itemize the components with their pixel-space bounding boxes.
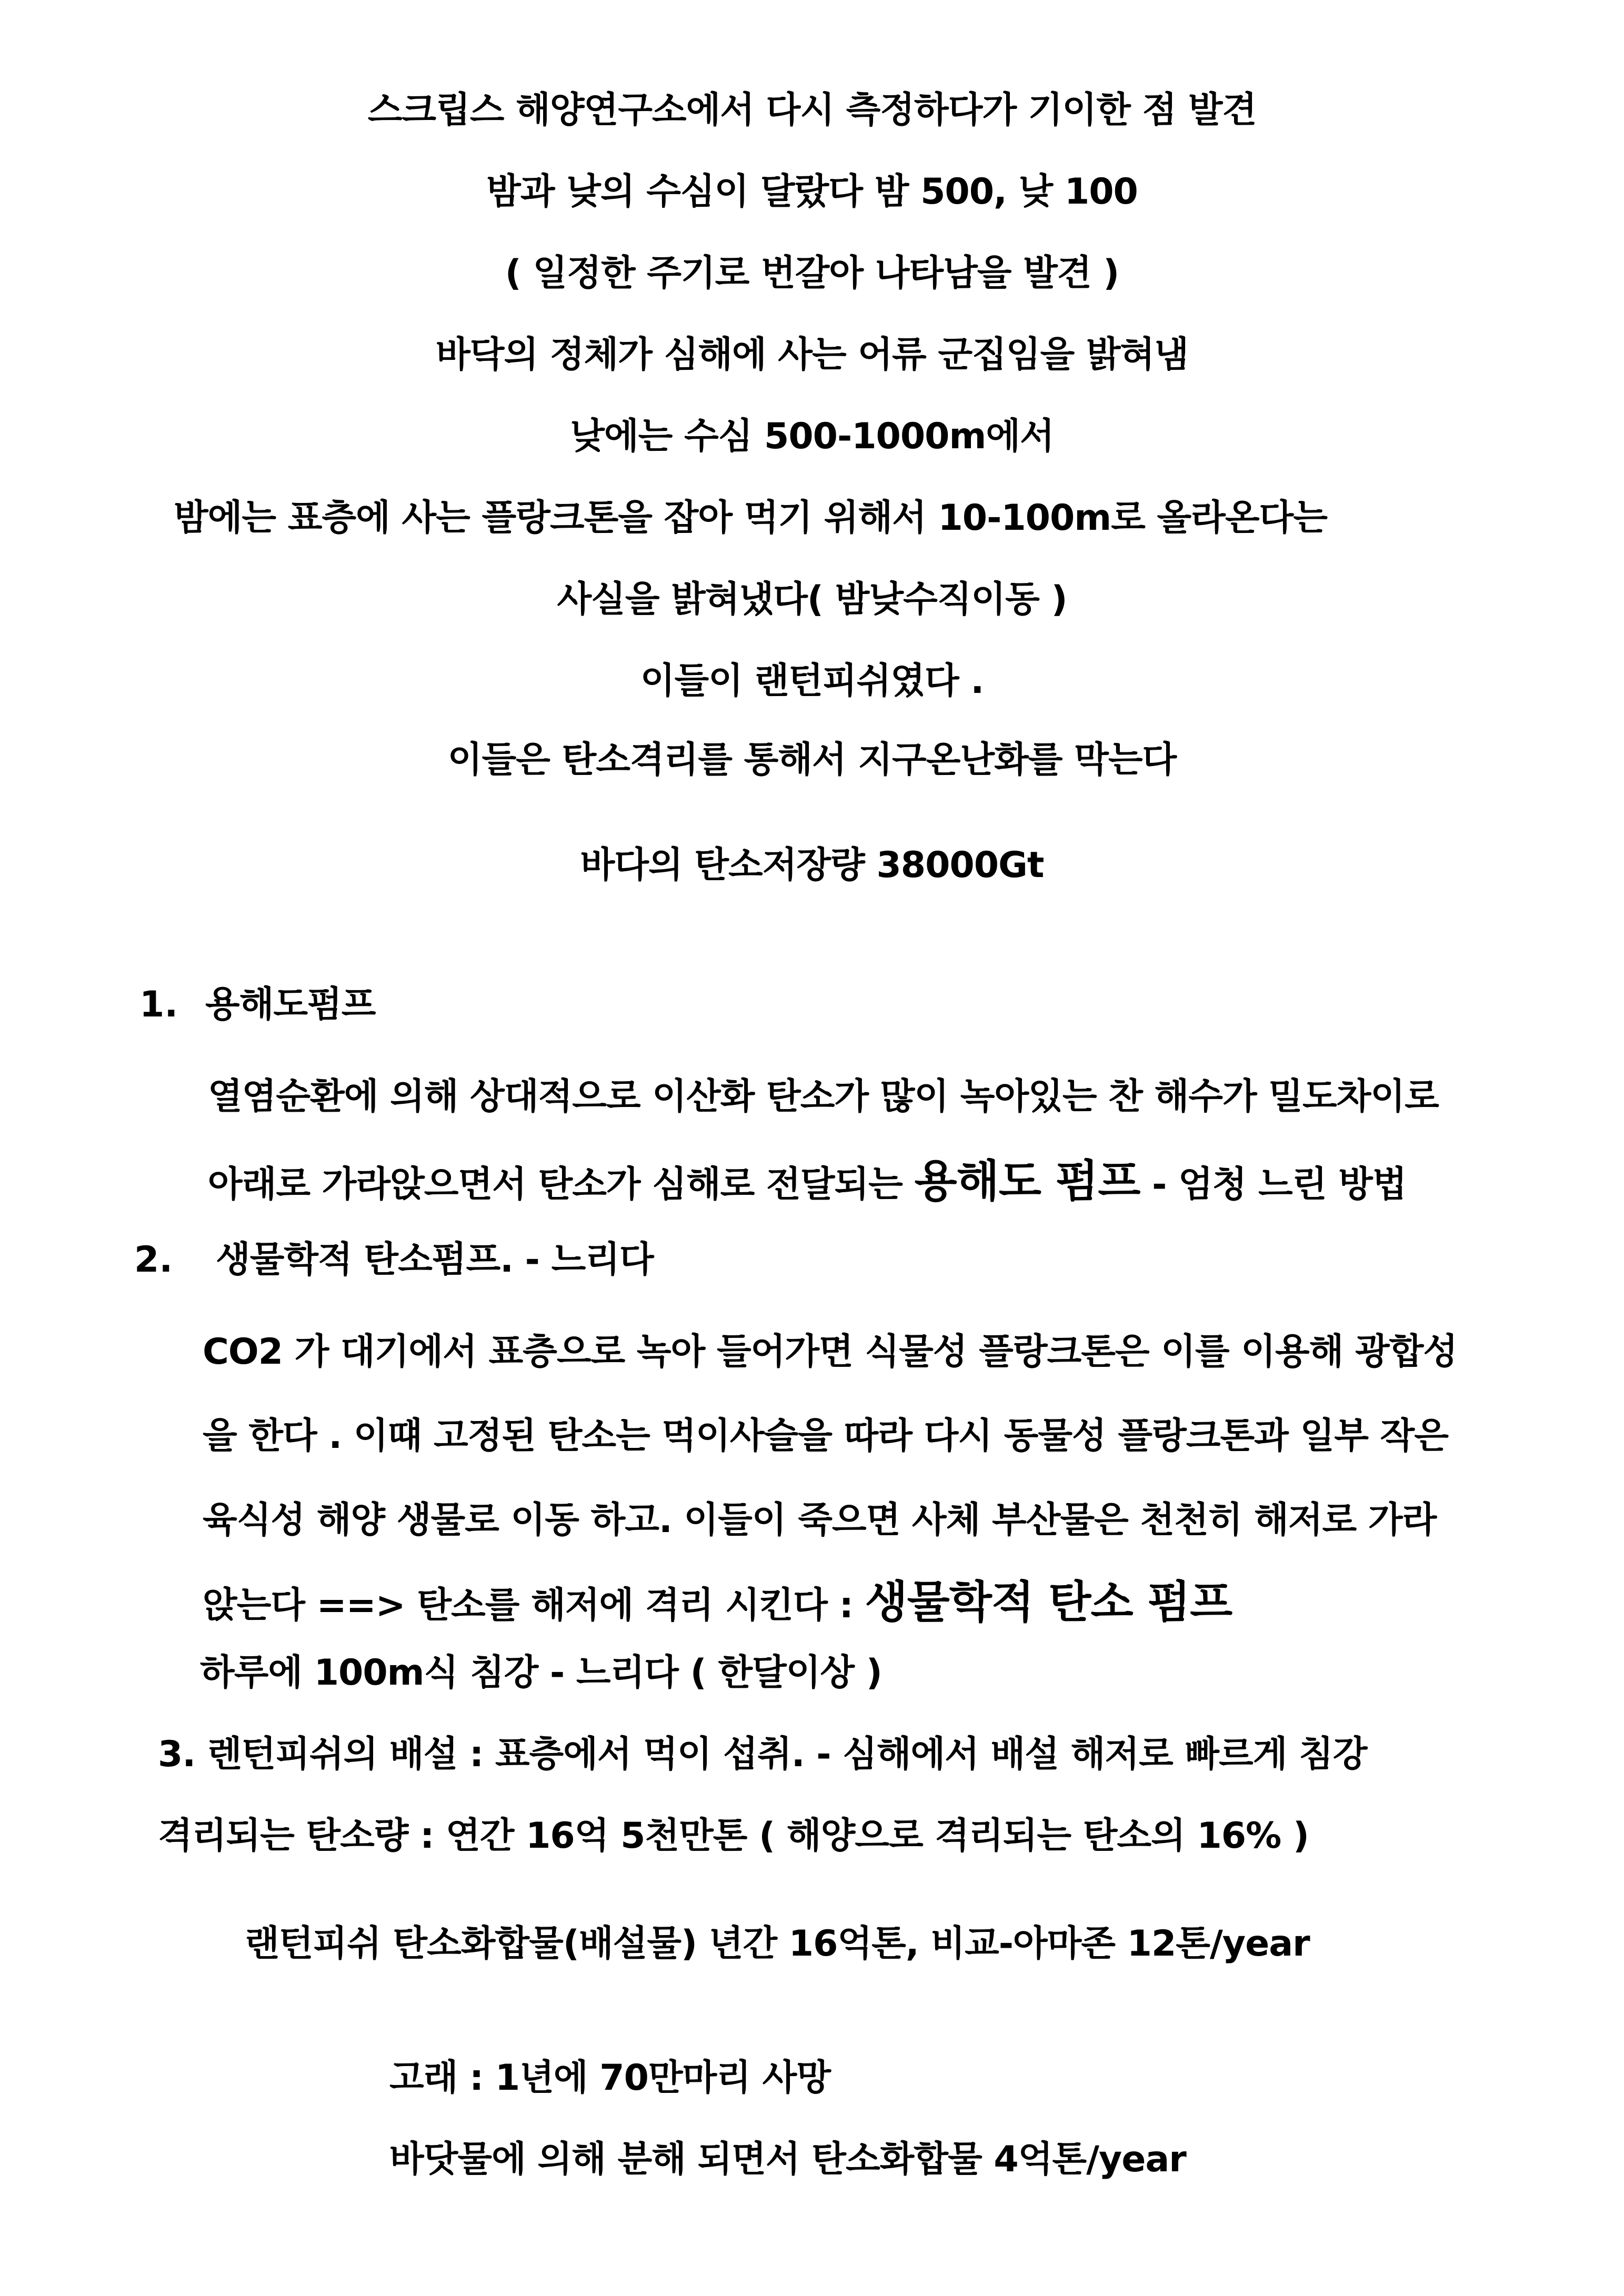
section2-line-4-pre: 앉는다 ==> 탄소를 해저에 격리 시킨다 : (203, 1585, 865, 1626)
section2-title: 생물학적 탄소펌프. - 느리다 (216, 1239, 654, 1281)
whale-line-2: 바닷물에 의해 분해 되면서 탄소화합물 4억톤/year (389, 2139, 1186, 2180)
intro-line-7: 사실을 밝혀냈다( 밤낮수직이동 ) (557, 579, 1067, 620)
section1-line-2-post: - 엄청 느린 방법 (1140, 1164, 1407, 1205)
section2-line-1: CO2 가 대기에서 표층으로 녹아 들어가면 식물성 플랑크톤은 이를 이용해 광합성 (203, 1331, 1458, 1373)
section1-number: 1. (139, 984, 178, 1025)
section2-number: 2. (134, 1239, 173, 1281)
section1-line-2-pre: 아래로 가라앉으면서 탄소가 심해로 전달되는 (208, 1164, 915, 1205)
intro-line-10: 바다의 탄소저장량 38000Gt (580, 844, 1044, 886)
section1-emphasis: 용해도 펌프 (914, 1155, 1140, 1207)
section3-line-3: 랜턴피쉬 탄소화합물(배설물) 년간 16억톤, 비교-아마존 12톤/year (245, 1923, 1310, 1965)
section1-line-2 (208, 1155, 1406, 1211)
intro-line-2: 밤과 낮의 수심이 달랐다 밤 500, 낮 100 (486, 171, 1138, 213)
intro-line-3: ( 일정한 주기로 번갈아 나타남을 발견 ) (505, 253, 1119, 294)
section1-title: 용해도펌프 (205, 984, 376, 1025)
intro-line-5: 낮에는 수심 500-1000m에서 (570, 416, 1054, 457)
intro-line-6: 밤에는 표층에 사는 플랑크톤을 잡아 먹기 위해서 10-100m로 올라온다는 (174, 497, 1327, 539)
section2-line-2: 을 한다 . 이떄 고정된 탄소는 먹이사슬을 따라 다시 동물성 플랑크톤과 일부 작은 (203, 1415, 1448, 1457)
section2-line-5: 하루에 100m식 침강 - 느리다 ( 한달이상 ) (200, 1652, 882, 1694)
whale-line-1: 고래 : 1년에 70만마리 사망 (389, 2057, 831, 2099)
section2-line-3: 육식성 해양 생물로 이동 하고. 이들이 죽으면 사체 부산물은 천천히 해저로 가라 (203, 1499, 1437, 1541)
section3-line-1: 3. 렌턴피쉬의 배설 : 표층에서 먹이 섭취. - 심해에서 배설 해저로 빠르게 침강 (158, 1734, 1367, 1775)
intro-line-4: 바닥의 정체가 심해에 사는 어류 군집임을 밝혀냄 (436, 334, 1188, 376)
section2-line-4 (203, 1576, 1232, 1632)
section1-line-1: 열염순환에 의해 상대적으로 이산화 탄소가 많이 녹아있는 찬 해수가 밀도차이로 (208, 1076, 1439, 1117)
intro-line-9: 이들은 탄소격리를 통해서 지구온난화를 막는다 (447, 739, 1177, 781)
section3-line-2: 격리되는 탄소량 : 연간 16억 5천만톤 ( 해양으로 격리되는 탄소의 16% ) (158, 1815, 1309, 1857)
section2-emphasis: 생물학적 탄소 펌프 (865, 1576, 1232, 1628)
intro-line-1: 스크립스 해양연구소에서 다시 측정하다가 기이한 점 발견 (367, 89, 1257, 131)
intro-line-8: 이들이 랜턴피쉬였다 . (640, 660, 984, 702)
